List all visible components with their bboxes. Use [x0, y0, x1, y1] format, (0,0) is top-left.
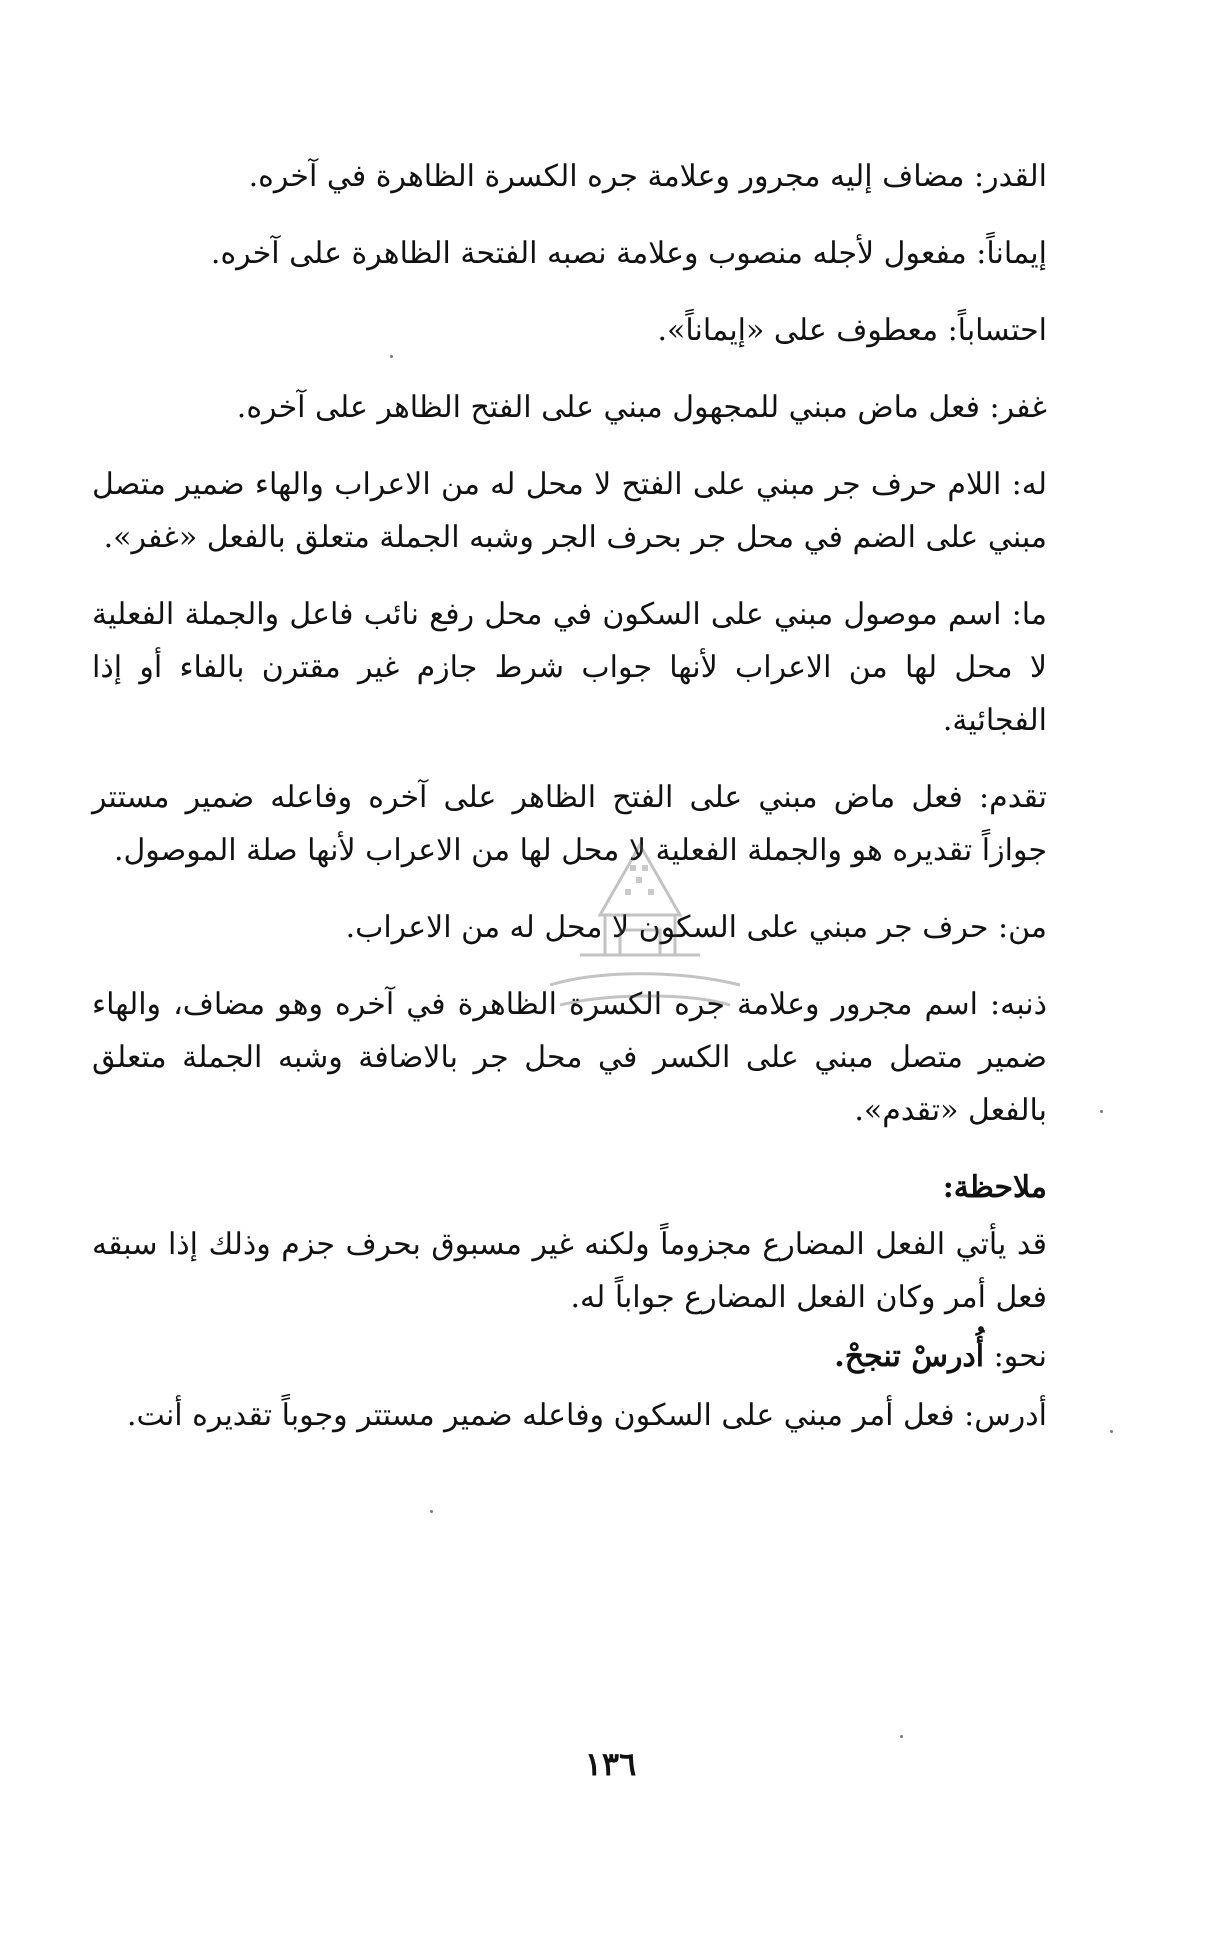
- paragraph-taqaddama: تقدم: فعل ماض مبني على الفتح الظاهر على آخره وفاعله ضمير مستتر جوازاً تقديره هو والجملة الفعلية لا محل لها من الاعراب لأنها صلة الموصول.: [92, 780, 1047, 868]
- paragraph-min: من: حرف جر مبني على السكون لا محل له من الاعراب.: [345, 910, 1047, 945]
- scan-speck: [430, 1510, 433, 1513]
- scan-speck: [390, 355, 393, 358]
- page-number: ١٣٦: [584, 1745, 637, 1783]
- paragraph-ihtisaban: احتساباً: معطوف على «إيماناً».: [657, 313, 1047, 348]
- paragraph-lahu: له: اللام حرف جر مبني على الفتح لا محل له من الاعراب والهاء ضمير متصل مبني على الضم في محل جر بحرف الجر وشبه الجملة متعلق بالفعل «غفر».: [92, 467, 1047, 555]
- paragraph-ghufira: غفر: فعل ماض مبني للمجهول مبني على الفتح الظاهر على آخره.: [236, 390, 1047, 425]
- note-analysis: أدرس: فعل أمر مبني على السكون وفاعله ضمير مستتر وجوباً تقديره أنت.: [126, 1398, 1047, 1433]
- paragraph-dhanbihi: ذنبه: اسم مجرور وعلامة جره الكسرة الظاهرة في آخره وهو مضاف، والهاء ضمير متصل مبني على الكسر في محل جر بالاضافة وشبه الجملة متعلق بالفعل «تقدم».: [92, 987, 1047, 1128]
- note-body: قد يأتي الفعل المضارع مجزوماً ولكنه غير مسبوق بحرف جزم وذلك إذا سبقه فعل أمر وكان الفعل المضارع جواباً له.: [92, 1227, 1047, 1315]
- example-text: أُدرسْ تنجحْ.: [834, 1339, 985, 1374]
- note-example: [92, 1330, 1047, 1383]
- page-body: [92, 150, 1047, 1466]
- paragraph-qadr: القدر: مضاف إليه مجرور وعلامة جره الكسرة الظاهرة في آخره.: [248, 159, 1047, 194]
- scan-speck: [900, 1735, 903, 1738]
- paragraph-ma: ما: اسم موصول مبني على السكون في محل رفع نائب فاعل والجملة الفعلية لا محل لها من الاعراب لأنها جواب شرط جازم غير مقترن بالفاء أو إذا الفجائية.: [92, 597, 1047, 738]
- note-heading: ملاحظة:: [942, 1170, 1047, 1205]
- example-prefix: نحو:: [993, 1339, 1047, 1374]
- paragraph-imanan: إيماناً: مفعول لأجله منصوب وعلامة نصبه الفتحة الظاهرة على آخره.: [210, 236, 1047, 271]
- scan-speck: [1100, 1110, 1103, 1113]
- scan-speck: [1110, 1430, 1113, 1433]
